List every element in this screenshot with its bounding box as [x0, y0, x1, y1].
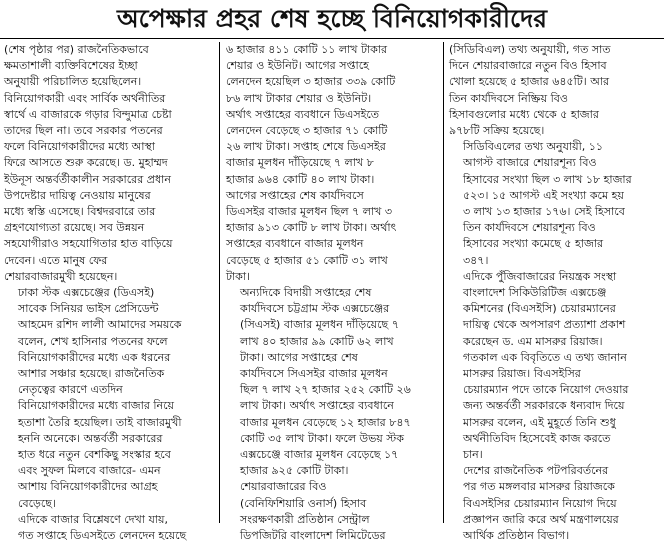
text-line: হাজার ৯১৩ কোটি ৮ লাখ টাকা। অর্থাৎ [226, 221, 397, 235]
text-line: ইউনূস অন্তর্বর্তীকালীন সরকারের প্রধান [4, 172, 171, 186]
text-line: স্বার্থে এ বাজারকে গড়ার বিন্দুমাত্র চেষ্টা [4, 107, 172, 121]
text-line: ৮৬ লাখ টাকার শেয়ার ও ইউনিট। [226, 91, 372, 105]
text-line: ৩৪৭। [463, 253, 489, 267]
text-line: ৩ লাখ ১৩ হাজার ১৭৬। সেই হিসাবে [463, 205, 625, 219]
text-line: টাকা। আগের সপ্তাহের শেষ [240, 350, 358, 364]
text-line: দিনে শেয়ারবাজারে নতুন বিও হিসাব [449, 59, 607, 73]
text-line: ৯৭৮টি সক্রিয় হয়েছে। [449, 124, 545, 138]
article-paragraph [449, 463, 661, 544]
text-line: হাজার ৯৬৪ কোটি ৪০ লাখ টাকা। [226, 172, 375, 186]
text-line: বাংলাদেশ সিকিউরিটিজ এক্সচেঞ্জ [463, 286, 607, 300]
article-paragraph [226, 479, 438, 544]
text-line: (শেষ পৃষ্ঠার পর) রাজনৈতিকভাবে [4, 43, 149, 56]
text-line: সহযোগীরাও সহযোগিতার হাত বাড়িয়ে [4, 237, 173, 251]
text-line: হননি অনেকে। অন্তর্বর্তী সরকারের [18, 431, 163, 445]
text-line: তিন কার্যদিবসে নিষ্ক্রিয় বিও [449, 91, 568, 105]
article-paragraph [449, 139, 661, 269]
article-paragraph [4, 42, 214, 285]
text-line: জন্য অন্তর্বর্তী সরকারকে ধন্যবাদ দিয়ে [463, 399, 625, 413]
text-line: গতকাল এক বিবৃতিতে এ তথ্য জানান [463, 350, 627, 364]
text-line: বেড়েছে ৫ হাজার ৫১ কোটি ৩১ লাখ [226, 253, 388, 267]
text-line: ক্ষমতাশালী ব্যক্তিবিশেষের ইচ্ছা [4, 59, 138, 73]
text-line: ৫২৩। ১৫ আগস্ট এই সংখ্যা কমে হয় [463, 188, 624, 202]
text-line: এদিকে বাজার বিশ্লেষণে দেখা যায়, [18, 512, 168, 526]
text-line: ডিএসইর বাজার মূলধন ছিল ৭ লাখ ৩ [226, 205, 392, 219]
text-line: দেবেন। এতে মানুষ ফের [4, 253, 108, 267]
text-line: মাসরুর বলেন, এই মুহূর্তে তিনি শুধু [463, 415, 616, 429]
text-line: বিনিয়োগকারীদের মধ্যে বাজার নিয়ে [18, 399, 174, 413]
text-line: এক্সচেঞ্জে বাজার মূলধন বেড়েছে ১৭ [240, 448, 399, 462]
text-line: গত সপ্তাহে ডিএসইতে লেনদেন হয়েছে [18, 529, 187, 543]
text-line: সাবেক সিনিয়র ভাইস প্রেসিডেন্ট [18, 302, 159, 316]
text-line: মাসরুর রিয়াজ। বিএসইসির [463, 367, 581, 381]
text-line: টাকা। [226, 269, 251, 283]
text-line: অনুযায়ী পরিচালিত হয়েছিলেন। [4, 75, 142, 89]
text-line: লেনদেন হয়েছিল ৩ হাজার ৩৩৯ কোটি [226, 75, 396, 89]
text-line: চান। [463, 448, 483, 462]
text-line: তিন কার্যদিবসে শেয়ারশূন্য বিও [463, 221, 596, 235]
text-line: হতাশা তৈরি হয়েছিল। তাই বাজারমুখী [18, 415, 182, 429]
text-line: অর্থাৎ সপ্তাহের ব্যবধানে ডিএসইতে [226, 107, 380, 121]
text-line: হাজার ৯২৫ কোটি টাকা। [240, 464, 349, 478]
text-line: ৬ হাজার ৪১১ কোটি ১১ লাখ টাকার [226, 43, 388, 56]
text-line: এবং সুফল মিলবে বাজারে- এমন [18, 464, 161, 478]
text-line: ২৬ লাখ টাকা। সপ্তাহ শেষে ডিএসইর [226, 140, 386, 154]
text-line: সংরক্ষণকারী প্রতিষ্ঠান সেন্ট্রাল [240, 512, 370, 526]
text-line: এদিকে পুঁজিবাজারের নিয়ন্ত্রক সংস্থা [463, 269, 617, 283]
text-line: আগস্ট বাজারে শেয়ারশূন্য বিও [463, 156, 597, 170]
article-paragraph [226, 285, 438, 479]
headline: অপেক্ষার প্রহর শেষ হচ্ছে বিনিয়োগকারীদের [117, 4, 547, 33]
text-line: হাত ধরে নতুন বেশকিছু সংস্কার হবে [18, 448, 171, 462]
text-line: কার্যদিবসে চট্টগ্রাম স্টক এক্সচেঞ্জের [240, 302, 390, 316]
text-line: বাজার মূলধন বেড়েছে ১২ হাজার ৮৪৭ [240, 415, 411, 429]
text-line: তাদের ছিল না। তবে সরকার পতনের [4, 124, 163, 138]
text-line: শেয়ার ও ইউনিট। আগের সপ্তাহে [226, 59, 369, 73]
text-line: সপ্তাহের ব্যবধানে বাজার মূলধন [226, 237, 364, 251]
article-column-3 [449, 42, 661, 543]
article-paragraph [449, 42, 661, 139]
text-line: (সিএসই) বাজার মূলধন দাঁড়িয়েছে ৭ [240, 318, 399, 332]
text-line: খোলা হয়েছে ৫ হাজার ৬৪৫টি। আর [449, 75, 610, 89]
text-line: কার্যদিবসে সিএসইর বাজার মূলধন [240, 367, 388, 381]
text-line: হিসাবের সংখ্যা কমেছে ৫ হাজার [463, 237, 604, 251]
article-column-2 [226, 42, 438, 543]
text-line: কোটি ৩৫ লাখ টাকা। ফলে উভয় স্টক [240, 431, 404, 445]
text-line: উপদেষ্টার দায়িত্ব নেওয়ায় মানুষের [4, 188, 151, 202]
column-divider [219, 42, 220, 523]
text-line: ফিরে আসতে শুরু করেছে। ড. মুহাম্মদ [4, 156, 168, 170]
text-line: করেছেন ড. এম মাসরুর রিয়াজ। [463, 334, 603, 348]
text-line: শেয়ারবাজারমুখী হয়েছেন। [4, 269, 118, 283]
article-paragraph [226, 42, 438, 285]
text-line: লাখ ৪০ হাজার ৯৯ কোটি ৬২ লাখ [240, 334, 394, 348]
text-line: ডিপজিটরি বাংলাদেশ লিমিটেডের [240, 529, 386, 543]
text-line: হিসাবের সংখ্যা ছিল ৩ লাখ ১৮ হাজার [463, 172, 632, 186]
text-line: গ্রহণযোগ্যতা রয়েছে। সব উন্নয়ন [4, 221, 145, 235]
text-line: পর গত মঙ্গলবার মাসরুর রিয়াজকে [463, 480, 615, 494]
text-line: আহমেদ রশিদ লালী আমাদের সময়কে [18, 318, 182, 332]
text-line: লাখ টাকা। অর্থাৎ সপ্তাহের ব্যবধানে [240, 399, 394, 413]
text-line: শেয়ারবাজারের বিও [240, 480, 327, 494]
text-line: অন্যদিকে বিদায়ী সপ্তাহের শেষ [240, 286, 372, 300]
text-line: বিনিয়োগকারীদের মধ্যে এক ধরনের [18, 350, 171, 364]
text-line: কমিশনের (বিএসইসি) চেয়ারম্যানের [463, 302, 616, 316]
text-line: মধ্যে স্বস্তি এসেছে। বিশ্বদরবারে তার [4, 205, 156, 219]
column-divider [443, 42, 444, 523]
text-line: হিসাবগুলোর মধ্যে থেকে ৫ হাজার [449, 107, 599, 121]
text-line: আশায় বিনিয়োগকারীদের আগ্রহ [18, 480, 158, 494]
text-line: ঢাকা স্টক এক্সচেঞ্জের (ডিএসই) [18, 286, 155, 300]
text-line: নেতৃত্বের কারণে এতদিন [18, 383, 123, 397]
text-line: বিএসইসির চেয়ারম্যান নিয়োগ দিয়ে [463, 496, 617, 510]
text-line: আগের সপ্তাহের শেষ কার্যদিবসে [226, 188, 364, 202]
text-line: আশার সঞ্চার হয়েছে। রাজনৈতিক [18, 367, 165, 381]
text-line: দেশের রাজনৈতিক পটপরিবর্তনের [463, 464, 609, 478]
article-column-1 [4, 42, 214, 543]
text-line: বলেন, শেখ হাসিনার পতনের ফলে [18, 334, 168, 348]
text-line: অর্থনীতিবিদ হিসেবেই কাজ করতে [463, 431, 611, 445]
text-line: আর্থিক প্রতিষ্ঠান বিভাগ। [463, 529, 570, 543]
text-line: বাজার মূলধন দাঁড়িয়েছে ৭ লাখ ৮ [226, 156, 374, 170]
article-paragraph [4, 512, 214, 544]
text-line: বেড়েছে। [18, 496, 56, 510]
text-line: ফলে বিনিয়োগকারীদের মধ্যে আস্থা [4, 140, 155, 154]
text-line: লেনদেন বেড়েছে ৩ হাজার ৭১ কোটি [226, 124, 388, 138]
text-line: দায়িত্ব থেকে অপসারণ প্রত্যাশা প্রকাশ [463, 318, 626, 332]
article-paragraph [449, 269, 661, 463]
text-line: ছিল ৭ লাখ ২৭ হাজার ২৫২ কোটি ২৬ [240, 383, 411, 397]
text-line: প্রজ্ঞাপন জারি করে অর্থ মন্ত্রণালয়ের [463, 512, 619, 526]
text-line: চেয়ারম্যান পদে তাকে নিয়োগ দেওয়ার [463, 383, 629, 397]
text-line: (সিডিবিএল) তথ্য অনুযায়ী, গত সাত [449, 43, 611, 56]
text-line: সিডিবিএলের তথ্য অনুযায়ী, ১১ [463, 140, 604, 154]
text-line: (বেনিফিশিয়ারি ওনার্স) হিসাব [240, 496, 367, 510]
article-paragraph [4, 285, 214, 512]
text-line: বিনিয়োগকারী এবং সার্বিক অর্থনীতির [4, 91, 166, 105]
headline-divider [0, 38, 664, 39]
